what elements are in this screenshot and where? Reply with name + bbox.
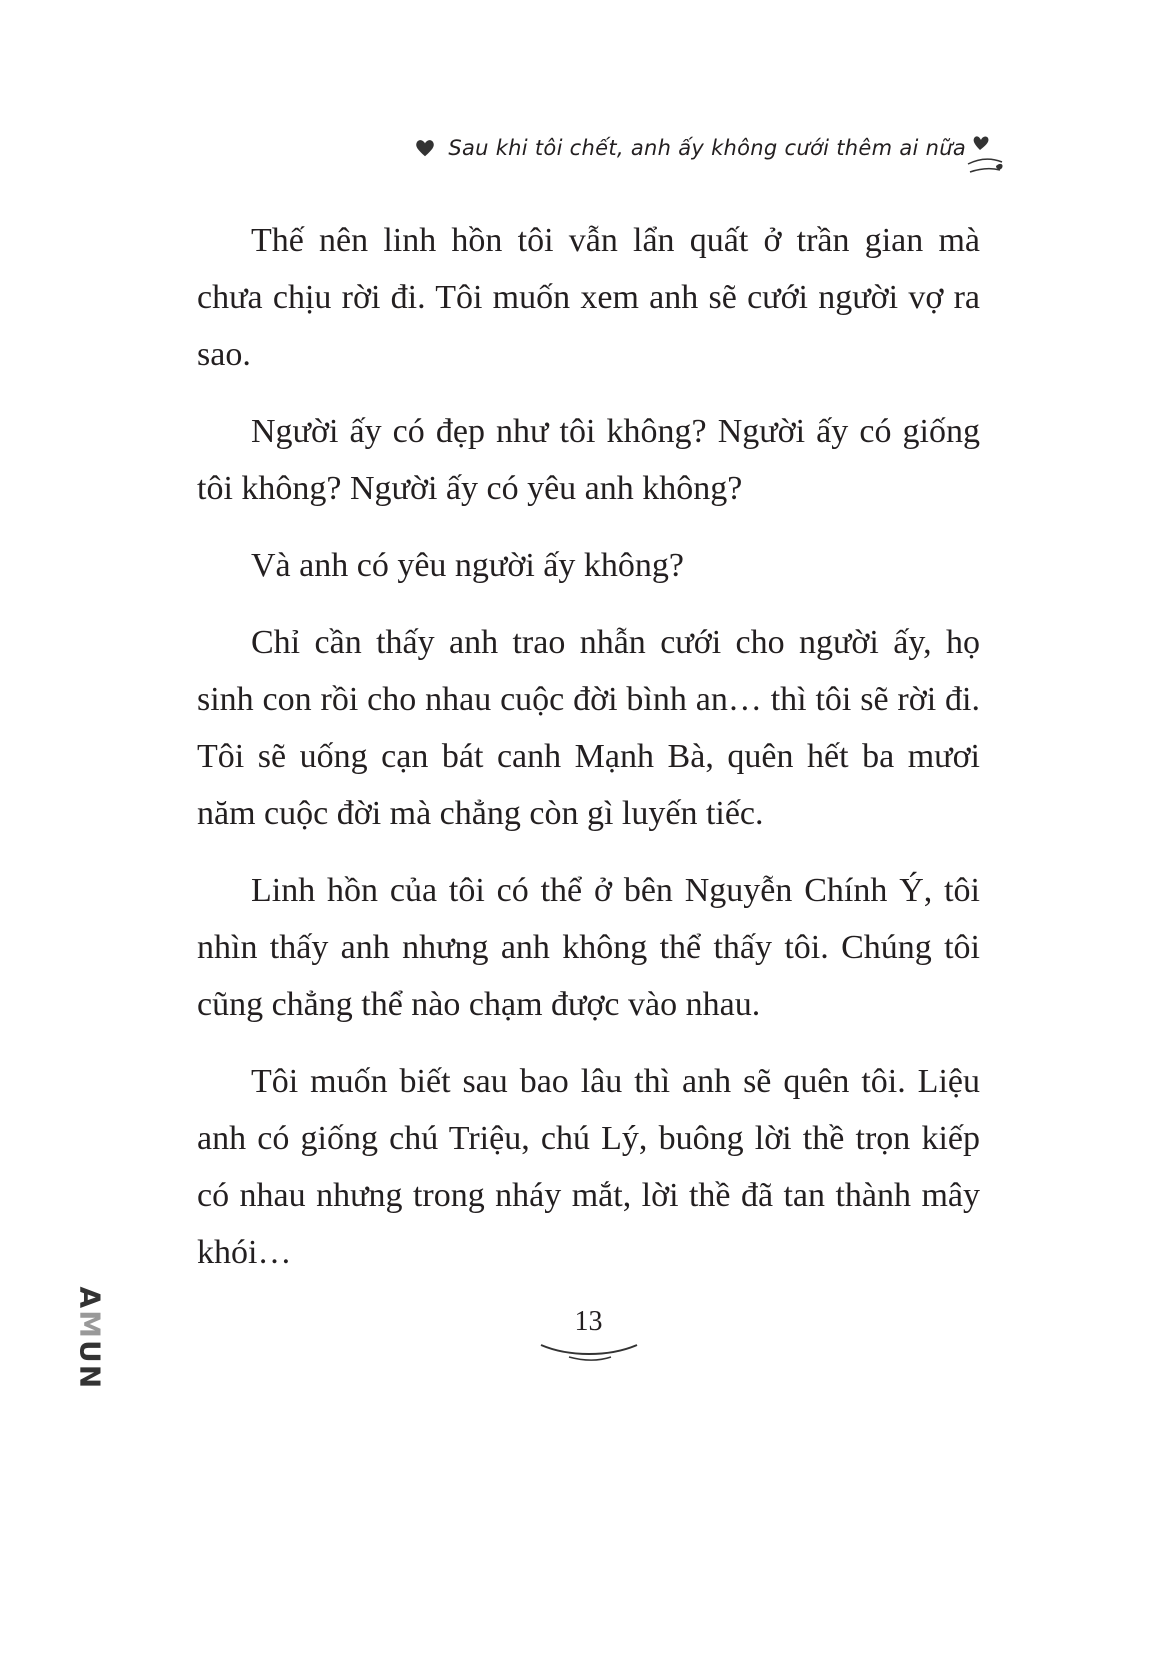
logo-text: UN bbox=[73, 1340, 107, 1391]
paragraph: Và anh có yêu người ấy không? bbox=[251, 547, 684, 584]
publisher-logo bbox=[73, 1286, 107, 1391]
page-footer bbox=[197, 1305, 980, 1363]
running-title: Sau khi tôi chết, anh ấy không cưới thêm ai nữa bbox=[448, 136, 966, 160]
logo-text: A bbox=[73, 1286, 107, 1311]
paragraph: Thế nên linh hồn tôi vẫn lẩn quất ở trần gian mà chưa chịu rời đi. Tôi muốn xem anh sẽ cưới người vợ ra sao. bbox=[197, 222, 980, 373]
logo-text: M bbox=[73, 1310, 107, 1341]
page-number-swoosh-icon bbox=[539, 1339, 639, 1363]
body-text bbox=[197, 212, 980, 1281]
page-content bbox=[197, 212, 980, 1363]
paragraph: Linh hồn của tôi có thể ở bên Nguyễn Chính Ý, tôi nhìn thấy anh nhưng anh không thể thấy tôi. Chúng tôi cũng chẳng thể nào chạm được vào nhau. bbox=[197, 872, 980, 1023]
paragraph: Chỉ cần thấy anh trao nhẫn cưới cho người ấy, họ sinh con rồi cho nhau cuộc đời bình an… thì tôi sẽ rời đi. Tôi sẽ uống cạn bát canh Mạnh Bà, quên hết ba mươi năm cuộc đời mà chẳng còn gì luyến tiếc. bbox=[197, 624, 980, 832]
page-number: 13 bbox=[574, 1306, 603, 1337]
paragraph: Người ấy có đẹp như tôi không? Người ấy có giống tôi không? Người ấy có yêu anh không? bbox=[197, 413, 980, 507]
heart-swirl-icon bbox=[966, 134, 1016, 180]
heart-icon bbox=[414, 137, 436, 159]
running-header bbox=[414, 136, 966, 160]
paragraph: Tôi muốn biết sau bao lâu thì anh sẽ quên tôi. Liệu anh có giống chú Triệu, chú Lý, buông lời thề trọn kiếp có nhau nhưng trong nháy mắt, lời thề đã tan thành mây khói… bbox=[197, 1063, 980, 1271]
